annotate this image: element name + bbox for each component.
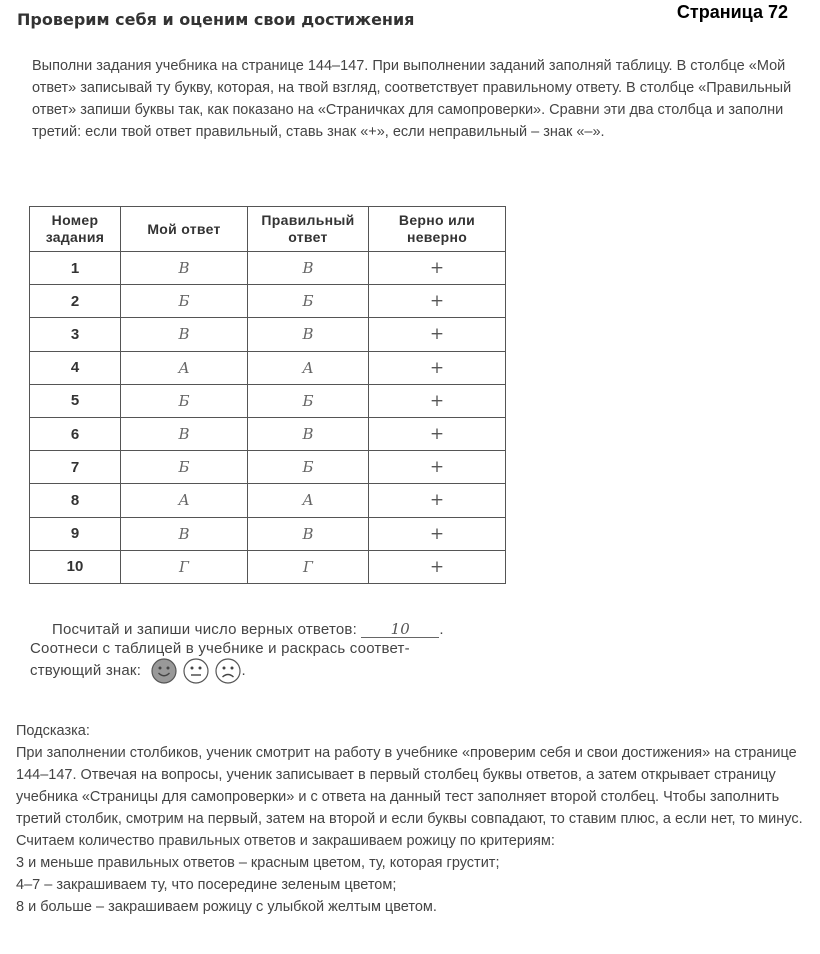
header-task-number: Номер задания [30, 207, 121, 252]
table-body [30, 252, 506, 584]
correct-answer-cell: В [248, 252, 369, 285]
correct-answer-cell: А [248, 351, 369, 384]
hint-heading: Подсказка: [16, 723, 90, 739]
table-row [30, 550, 506, 583]
table-row [30, 451, 506, 484]
page-title: Проверим себя и оценим свои достижения [17, 10, 415, 29]
header-correct-answer: Правильный ответ [248, 207, 369, 252]
count-line [30, 620, 510, 639]
my-answer-cell: А [121, 351, 248, 384]
face-instruction-text: ствующий знак: [30, 661, 142, 679]
table-row [30, 252, 506, 285]
verdict-cell: + [369, 517, 506, 550]
sad-face-icon[interactable] [215, 658, 241, 684]
verdict-cell: + [369, 318, 506, 351]
my-answer-cell: В [121, 252, 248, 285]
table-row [30, 285, 506, 318]
correct-answer-cell: В [248, 517, 369, 550]
table-row [30, 417, 506, 450]
hint-criterion-high: 8 и больше – закрашиваем рожицу с улыбкой желтым цветом. [16, 899, 437, 915]
header-right-or-wrong: Верно или неверно [369, 207, 506, 252]
count-section [30, 620, 510, 684]
count-end-mark: . [439, 621, 444, 638]
correct-answer-cell: В [248, 318, 369, 351]
verdict-cell: + [369, 351, 506, 384]
page-number-label: Страница 72 [676, 2, 788, 22]
my-answer-cell: В [121, 417, 248, 450]
verdict-cell: + [369, 550, 506, 583]
task-number-cell: 1 [30, 252, 121, 285]
face-instruction-line-2 [30, 658, 510, 684]
table-row [30, 517, 506, 550]
verdict-cell: + [369, 451, 506, 484]
table-row [30, 484, 506, 517]
correct-answer-cell: Б [248, 451, 369, 484]
table-header-row [30, 207, 506, 252]
answers-table [29, 206, 506, 584]
hint-section [16, 720, 806, 918]
hint-criterion-mid: 4–7 – закрашиваем ту, что посередине зеленым цветом; [16, 877, 397, 893]
my-answer-cell: Б [121, 451, 248, 484]
task-number-cell: 4 [30, 351, 121, 384]
hint-paragraph-1: При заполнении столбиков, ученик смотрит на работу в учебнике «проверим себя и свои достижения» на странице 144–147. Отвечая на вопросы, ученик записывает в первый столбец буквы ответов, а затем открывает страницу учебника «Страницы для самопроверки» и с ответа на данный тест заполняет второй столбец. Чтобы заполнить третий столбик, смотрим на первый, затем на второй и если буквы совпадают, то ставим плюс, а если нет, то минус. [16, 745, 803, 827]
count-value: 10 [361, 621, 439, 638]
my-answer-cell: Б [121, 285, 248, 318]
hint-paragraph-2: Считаем количество правильных ответов и закрашиваем рожицу по критериям: [16, 833, 555, 849]
task-number-cell: 3 [30, 318, 121, 351]
verdict-cell: + [369, 285, 506, 318]
task-number-cell: 9 [30, 517, 121, 550]
my-answer-cell: Г [121, 550, 248, 583]
table-row [30, 384, 506, 417]
correct-answer-cell: Б [248, 285, 369, 318]
my-answer-cell: Б [121, 384, 248, 417]
smile-face-icon[interactable] [151, 658, 177, 684]
correct-answer-cell: А [248, 484, 369, 517]
correct-answer-cell: Б [248, 384, 369, 417]
instructions-text: Выполни задания учебника на странице 144–147. При выполнении заданий заполняй таблицу. В столбце «Мой ответ» записывай ту букву, которая, на твой взгляд, соответствует правильному ответу. В столбце «Правильный ответ» запиши буквы так, как показано на «Страничках для самопроверки». Сравни эти два столбца и заполни третий: если твой ответ правильный, ставь знак «+», если неправильный – знак «–». [32, 58, 792, 140]
table-row [30, 351, 506, 384]
faces-end-mark: . [241, 661, 246, 679]
count-prompt: Посчитай и запиши число верных ответов: [52, 621, 357, 638]
task-number-cell: 10 [30, 550, 121, 583]
verdict-cell: + [369, 384, 506, 417]
neutral-face-icon[interactable] [183, 658, 209, 684]
my-answer-cell: В [121, 318, 248, 351]
verdict-cell: + [369, 417, 506, 450]
face-instruction-line-1: Соотнеси с таблицей в учебнике и раскрась соответ- [30, 640, 410, 657]
my-answer-cell: В [121, 517, 248, 550]
correct-answer-cell: В [248, 417, 369, 450]
my-answer-cell: А [121, 484, 248, 517]
verdict-cell: + [369, 252, 506, 285]
face-options [151, 658, 241, 684]
table-row [30, 318, 506, 351]
task-number-cell: 6 [30, 417, 121, 450]
correct-answer-cell: Г [248, 550, 369, 583]
answers-table-container [29, 206, 506, 584]
header-my-answer: Мой ответ [121, 207, 248, 252]
instructions [32, 55, 792, 143]
hint-criterion-low: 3 и меньше правильных ответов – красным цветом, ту, которая грустит; [16, 855, 500, 871]
task-number-cell: 7 [30, 451, 121, 484]
task-number-cell: 2 [30, 285, 121, 318]
task-number-cell: 5 [30, 384, 121, 417]
verdict-cell: + [369, 484, 506, 517]
task-number-cell: 8 [30, 484, 121, 517]
